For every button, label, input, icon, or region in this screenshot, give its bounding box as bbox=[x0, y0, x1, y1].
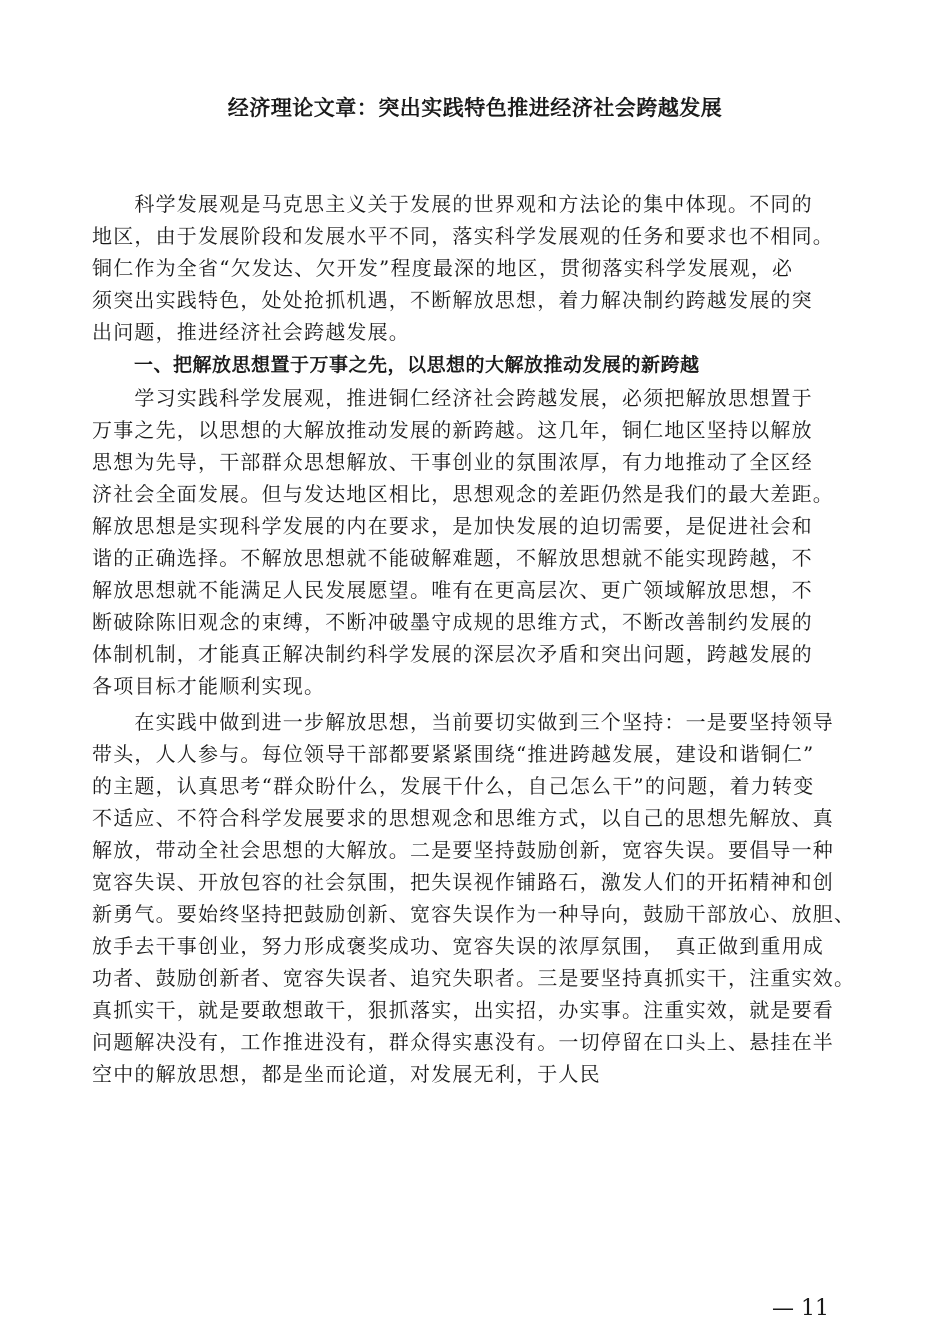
text-line: 地区，由于发展阶段和发展水平不同，落实科学发展观的任务和要求也不相同。 bbox=[92, 224, 834, 248]
text-line: 放手去干事创业，努力形成褒奖成功、宽容失误的浓厚氛围， 真正做到重用成 bbox=[92, 934, 824, 958]
text-line: 铜仁作为全省“欠发达、欠开发”程度最深的地区，贯彻落实科学发展观，必 bbox=[92, 256, 794, 280]
text-line: 出问题，推进经济社会跨越发展。 bbox=[92, 320, 410, 344]
text-line: 宽容失误、开放包容的社会氛围，把失误视作铺路石，激发人们的开拓精神和创 bbox=[92, 870, 834, 894]
section-heading: 一、把解放思想置于万事之先，以思想的大解放推动发展的新跨越 bbox=[134, 354, 700, 376]
text-line: 谐的正确选择。不解放思想就不能破解难题，不解放思想就不能实现跨越，不 bbox=[92, 546, 813, 570]
text-line: 功者、鼓励创新者、宽容失误者、追究失职者。三是要坚持真抓实干，注重实效。 bbox=[92, 966, 856, 990]
paragraph-intro bbox=[92, 188, 882, 348]
text-line: 济社会全面发展。但与发达地区相比，思想观念的差距仍然是我们的最大差距。 bbox=[92, 482, 834, 506]
text-line: 带头，人人参与。每位领导干部都要紧紧围绕“推进跨越发展，建设和谐铜仁” bbox=[92, 742, 815, 766]
text-line: 空中的解放思想，都是坐而论道，对发展无利，于人民 bbox=[92, 1062, 601, 1086]
text-line: 须突出实践特色，处处抢抓机遇，不断解放思想，着力解决制约跨越发展的突 bbox=[92, 288, 813, 312]
text-line: 断破除陈旧观念的束缚，不断冲破墨守成规的思维方式，不断改善制约发展的 bbox=[92, 610, 813, 634]
text-line: 的主题，认真思考“群众盼什么，发展干什么，自己怎么干”的问题，着力转变 bbox=[92, 774, 815, 798]
text-line: 解放思想就不能满足人民发展愿望。唯有在更高层次、更广领域解放思想，不 bbox=[92, 578, 813, 602]
article-body bbox=[92, 188, 882, 1090]
text-line: 新勇气。要始终坚持把鼓励创新、宽容失误作为一种导向，鼓励干部放心、放胆、 bbox=[92, 902, 856, 926]
text-line: 在实践中做到进一步解放思想，当前要切实做到三个坚持：一是要坚持领导 bbox=[92, 710, 834, 734]
text-line: 思想为先导，干部群众思想解放、干事创业的氛围浓厚，有力地推动了全区经 bbox=[92, 450, 813, 474]
article-title: 经济理论文章：突出实践特色推进经济社会跨越发展 bbox=[227, 96, 723, 120]
text-line: 解放思想是实现科学发展的内在要求，是加快发展的迫切需要，是促进社会和 bbox=[92, 514, 813, 538]
text-line: 真抓实干，就是要敢想敢干，狠抓落实，出实招，办实事。注重实效，就是要看 bbox=[92, 998, 834, 1022]
text-line: 体制机制，才能真正解决制约科学发展的深层次矛盾和突出问题，跨越发展的 bbox=[92, 642, 813, 666]
text-line: 科学发展观是马克思主义关于发展的世界观和方法论的集中体现。不同的 bbox=[92, 192, 813, 216]
paragraph-section-1 bbox=[92, 382, 882, 702]
text-line: 学习实践科学发展观，推进铜仁经济社会跨越发展，必须把解放思想置于 bbox=[92, 386, 813, 410]
page-number: — 11 bbox=[772, 1296, 829, 1321]
text-line: 不适应、不符合科学发展要求的思想观念和思维方式，以自己的思想先解放、真 bbox=[92, 806, 834, 830]
paragraph-three-persistences bbox=[92, 706, 882, 1090]
text-line: 解放，带动全社会思想的大解放。二是要坚持鼓励创新，宽容失误。要倡导一种 bbox=[92, 838, 834, 862]
text-line: 各项目标才能顺利实现。 bbox=[92, 674, 326, 698]
text-line: 万事之先，以思想的大解放推动发展的新跨越。这几年，铜仁地区坚持以解放 bbox=[92, 418, 813, 442]
text-line: 问题解决没有，工作推进没有，群众得实惠没有。一切停留在口头上、悬挂在半 bbox=[92, 1030, 834, 1054]
